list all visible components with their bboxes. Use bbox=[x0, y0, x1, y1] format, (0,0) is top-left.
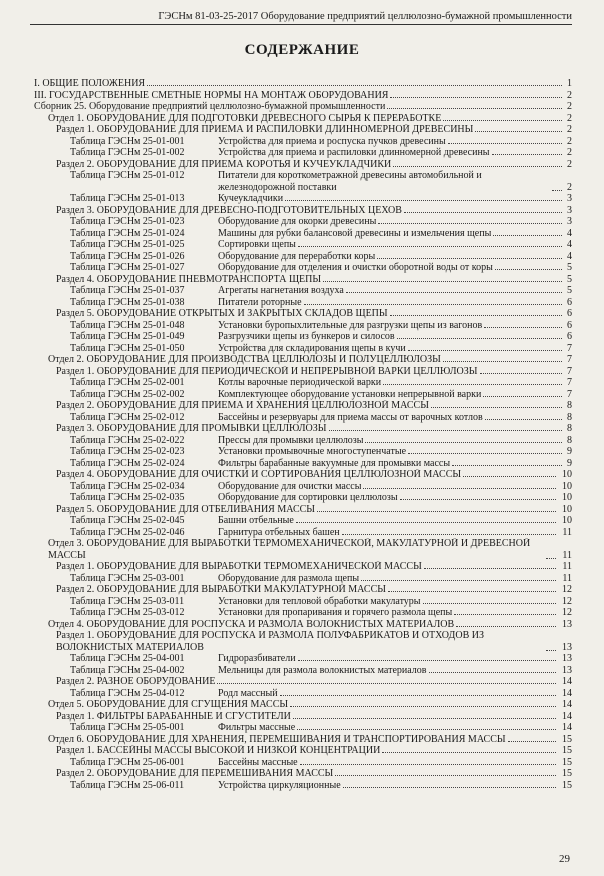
toc-entry[interactable] bbox=[34, 205, 572, 217]
dot-leader bbox=[485, 419, 562, 420]
toc-page-number: 4 bbox=[567, 239, 572, 250]
toc-page-number: 10 bbox=[562, 515, 572, 526]
dot-leader bbox=[484, 327, 562, 328]
toc-page-number: 13 bbox=[562, 653, 572, 664]
toc-entry-title: Родл массный bbox=[218, 687, 278, 699]
dot-leader bbox=[400, 499, 556, 500]
toc-page-number: 14 bbox=[562, 699, 572, 710]
toc-entry-title: Отдел 2. ОБОРУДОВАНИЕ ДЛЯ ПРОИЗВОДСТВА ЦЕЛЛЮЛОЗЫ И ПОЛУЦЕЛЛЮЛОЗЫ bbox=[48, 354, 441, 365]
dot-leader bbox=[363, 488, 556, 489]
dot-leader bbox=[377, 258, 562, 259]
dot-leader bbox=[429, 672, 556, 673]
dot-leader bbox=[147, 85, 562, 86]
toc-table-code: Таблица ГЭСНм 25-02-035 bbox=[70, 492, 185, 503]
toc-page-number: 14 bbox=[562, 710, 572, 722]
toc-page-number: 2 bbox=[567, 89, 572, 101]
toc-entry[interactable] bbox=[34, 619, 572, 631]
dot-leader bbox=[492, 154, 562, 155]
toc-table-code: Таблица ГЭСНм 25-02-022 bbox=[70, 434, 185, 446]
dot-leader bbox=[383, 384, 562, 385]
toc-table-entry[interactable] bbox=[34, 527, 572, 539]
toc-entry-title: I. ОБЩИЕ ПОЛОЖЕНИЯ bbox=[34, 78, 146, 89]
dot-leader bbox=[285, 200, 562, 201]
toc-entry-title: Раздел 1. ОБОРУДОВАНИЕ ДЛЯ РОСПУСКА И РАЗМОЛА ПОЛУФАБРИКАТОВ И ОТХОДОВ ИЗ ВОЛОКНИСТЫХ МАТЕРИАЛОВ bbox=[56, 630, 484, 653]
dot-leader bbox=[456, 626, 556, 627]
toc-table-entry[interactable] bbox=[34, 147, 572, 159]
dot-leader bbox=[300, 764, 556, 765]
toc-entry-title: Комплектующее оборудование установки непрерывной варки bbox=[218, 388, 482, 400]
toc-entry-title: Питатели роторные bbox=[218, 296, 302, 308]
toc-page-number: 8 bbox=[567, 411, 572, 423]
toc-entry-title: Прессы для промывки целлюлозы bbox=[218, 434, 364, 446]
toc-table-entry[interactable] bbox=[34, 515, 572, 527]
toc-table-entry[interactable] bbox=[34, 377, 572, 389]
dot-leader bbox=[346, 292, 562, 293]
dot-leader bbox=[452, 465, 562, 466]
toc-table-entry[interactable] bbox=[34, 573, 572, 585]
toc-entry-title: Бассейны массные bbox=[218, 756, 298, 768]
toc-table-entry[interactable] bbox=[34, 297, 572, 309]
toc-table-entry[interactable] bbox=[34, 458, 572, 470]
toc-page-number: 2 bbox=[567, 101, 572, 112]
toc-table-entry[interactable] bbox=[34, 446, 572, 458]
toc-table-code: Таблица ГЭСНм 25-01-038 bbox=[70, 296, 185, 308]
toc-entry-title: Устройства для приема и распиловки длинномерной древесины bbox=[218, 147, 490, 158]
toc-page-number: 10 bbox=[562, 492, 572, 503]
dot-leader bbox=[387, 108, 562, 109]
toc-table-entry[interactable] bbox=[34, 239, 572, 251]
toc-table-entry[interactable] bbox=[34, 412, 572, 424]
toc-entry[interactable] bbox=[34, 159, 572, 171]
toc-entry-title: Бассейны и резервуары для приема массы от варочных котлов bbox=[218, 411, 483, 423]
dot-leader bbox=[495, 269, 562, 270]
toc-table-entry[interactable] bbox=[34, 665, 572, 677]
toc-entry-title: Устройства циркуляционные bbox=[218, 779, 341, 791]
toc-entry-title: Гидроразбиватели bbox=[218, 653, 296, 664]
toc-page-number: 7 bbox=[567, 342, 572, 354]
dot-leader bbox=[296, 522, 556, 523]
toc-table-entry[interactable] bbox=[34, 285, 572, 297]
dot-leader bbox=[546, 558, 556, 559]
toc-table-entry[interactable] bbox=[34, 492, 572, 504]
toc-table-code: Таблица ГЭСНм 25-02-002 bbox=[70, 388, 185, 400]
toc-table-code: Таблица ГЭСНм 25-01-037 bbox=[70, 285, 185, 296]
toc-table-code: Таблица ГЭСНм 25-01-026 bbox=[70, 250, 185, 262]
toc-page-number: 12 bbox=[562, 607, 572, 618]
toc-entry-title: Сортировки щепы bbox=[218, 239, 296, 250]
toc-table-code: Таблица ГЭСНм 25-03-001 bbox=[70, 572, 185, 584]
toc-entry[interactable] bbox=[34, 630, 572, 653]
toc-entry-title: Питатели для короткометражной древесины автомобильной и железнодорожной поставки bbox=[218, 170, 482, 193]
toc-entry-title: Устройства для складирования щепы в кучи bbox=[218, 342, 406, 354]
toc-page-number: 2 bbox=[567, 112, 572, 124]
toc-entry-title: Башни отбельные bbox=[218, 515, 294, 526]
toc-page-number: 10 bbox=[562, 503, 572, 515]
toc-page-number: 3 bbox=[567, 204, 572, 216]
page-title: СОДЕРЖАНИЕ bbox=[244, 42, 360, 58]
toc-page-number: 11 bbox=[562, 526, 572, 538]
toc-entry-title: Раздел 4. ОБОРУДОВАНИЕ ДЛЯ ОЧИСТКИ И СОРТИРОВАНИЯ ЦЕЛЛЮЛОЗНОЙ МАССЫ bbox=[56, 469, 462, 480]
toc-page-number: 6 bbox=[567, 331, 572, 342]
dot-leader bbox=[480, 373, 563, 374]
toc-table-code: Таблица ГЭСНм 25-04-001 bbox=[70, 653, 185, 664]
toc-page-number: 8 bbox=[567, 400, 572, 411]
toc-entry[interactable] bbox=[34, 584, 572, 596]
toc-page-number: 8 bbox=[567, 434, 572, 446]
toc-page-number: 6 bbox=[567, 308, 572, 319]
toc-page-number: 14 bbox=[562, 687, 572, 699]
toc-entry[interactable] bbox=[34, 423, 572, 435]
toc-entry[interactable] bbox=[34, 676, 572, 688]
toc-entry-title: Установки промывочные многоступенчатые bbox=[218, 446, 407, 457]
toc-entry[interactable] bbox=[34, 101, 572, 113]
toc-entry-title: Раздел 5. ОБОРУДОВАНИЕ ОТКРЫТЫХ И ЗАКРЫТЫХ СКЛАДОВ ЩЕПЫ bbox=[56, 308, 388, 319]
toc-entry-title: Раздел 2. ОБОРУДОВАНИЕ ДЛЯ ПРИЕМА И ХРАНЕНИЯ ЦЕЛЛЮЛОЗНОЙ МАССЫ bbox=[56, 400, 429, 411]
toc-table-code: Таблица ГЭСНм 25-01-001 bbox=[70, 135, 185, 147]
toc-entry-title: Установки для пропаривания и горячего размола щепы bbox=[218, 607, 453, 618]
toc-entry-title: Раздел 2. ОБОРУДОВАНИЕ ДЛЯ ПРИЕМА КОРОТЬЯ И КУЧЕУКЛАДЧИКИ bbox=[56, 158, 392, 170]
toc-table-code: Таблица ГЭСНм 25-02-001 bbox=[70, 377, 185, 388]
toc-page-number: 10 bbox=[562, 480, 572, 492]
toc-table-entry[interactable] bbox=[34, 780, 572, 792]
toc-entry-title: Оборудование для очистки массы bbox=[218, 480, 362, 492]
dot-leader bbox=[343, 787, 556, 788]
toc-entry[interactable] bbox=[34, 90, 572, 102]
toc-entry[interactable] bbox=[34, 699, 572, 711]
toc-entry[interactable] bbox=[34, 768, 572, 780]
toc-entry-title: Раздел 1. ОБОРУДОВАНИЕ ДЛЯ ВЫРАБОТКИ ТЕРМОМЕХАНИЧЕСКОЙ МАССЫ bbox=[56, 561, 422, 572]
toc-table-code: Таблица ГЭСНм 25-02-046 bbox=[70, 526, 185, 538]
toc-table-entry[interactable] bbox=[34, 607, 572, 619]
toc-table-code: Таблица ГЭСНм 25-01-013 bbox=[70, 193, 185, 204]
toc-entry-title: Агрегаты нагнетания воздуха bbox=[218, 285, 344, 296]
dot-leader bbox=[424, 568, 556, 569]
toc-entry-title: Раздел 1. БАССЕЙНЫ МАССЫ ВЫСОКОЙ И НИЗКОЙ КОНЦЕНТРАЦИИ bbox=[56, 745, 381, 756]
toc-page-number: 2 bbox=[567, 158, 572, 170]
dot-leader bbox=[342, 534, 556, 535]
toc-table-code: Таблица ГЭСНм 25-05-001 bbox=[70, 722, 185, 733]
dot-leader bbox=[483, 396, 562, 397]
toc-table-entry[interactable] bbox=[34, 596, 572, 608]
toc-page-number: 15 bbox=[562, 756, 572, 768]
toc-table-code: Таблица ГЭСНм 25-04-012 bbox=[70, 687, 185, 699]
toc-table-entry[interactable] bbox=[34, 193, 572, 205]
toc-page-number: 3 bbox=[567, 216, 572, 227]
toc-page-number: 14 bbox=[562, 676, 572, 687]
toc-entry-title: Фильтры барабанные вакуумные для промывки массы bbox=[218, 457, 451, 469]
toc-table-code: Таблица ГЭСНм 25-01-023 bbox=[70, 216, 185, 227]
dot-leader bbox=[390, 315, 562, 316]
toc-table-code: Таблица ГЭСНм 25-02-045 bbox=[70, 515, 185, 526]
dot-leader bbox=[290, 706, 556, 707]
toc-page-number: 4 bbox=[567, 250, 572, 262]
dot-leader bbox=[393, 166, 562, 167]
toc-page-number: 14 bbox=[562, 722, 572, 733]
toc-page-number: 5 bbox=[567, 262, 572, 273]
toc-table-entry[interactable] bbox=[34, 331, 572, 343]
toc-entry-title: Сборник 25. Оборудование предприятий целлюлозно-бумажной промышленности bbox=[34, 101, 386, 112]
dot-leader bbox=[408, 350, 562, 351]
toc-table-entry[interactable] bbox=[34, 389, 572, 401]
toc-entry[interactable] bbox=[34, 504, 572, 516]
dot-leader bbox=[546, 650, 556, 651]
toc-table-code: Таблица ГЭСНм 25-01-050 bbox=[70, 342, 185, 354]
toc-table-code: Таблица ГЭСНм 25-04-002 bbox=[70, 664, 185, 676]
dot-leader bbox=[317, 511, 556, 512]
toc-entry-title: Оборудование для сортировки целлюлозы bbox=[218, 492, 398, 503]
toc-entry[interactable] bbox=[34, 113, 572, 125]
dot-leader bbox=[323, 281, 562, 282]
toc-page-number: 5 bbox=[567, 285, 572, 296]
toc-table-code: Таблица ГЭСНм 25-02-024 bbox=[70, 457, 185, 469]
toc-table-code: Таблица ГЭСНм 25-06-011 bbox=[70, 779, 185, 791]
dot-leader bbox=[443, 120, 562, 121]
toc-entry-title: Раздел 2. ОБОРУДОВАНИЕ ДЛЯ ВЫРАБОТКИ МАКУЛАТУРНОЙ МАССЫ bbox=[56, 584, 386, 595]
toc-entry-title: Раздел 1. ОБОРУДОВАНИЕ ДЛЯ ПРИЕМА И РАСПИЛОВКИ ДЛИННОМЕРНОЙ ДРЕВЕСИНЫ bbox=[56, 124, 474, 135]
toc-table-code: Таблица ГЭСНм 25-02-012 bbox=[70, 411, 185, 423]
toc-page-number: 10 bbox=[562, 469, 572, 480]
dot-leader bbox=[443, 361, 562, 362]
toc-entry[interactable] bbox=[34, 538, 572, 561]
toc-table-entry[interactable] bbox=[34, 343, 572, 355]
dot-leader bbox=[388, 591, 556, 592]
toc-table-entry[interactable] bbox=[34, 320, 572, 332]
toc-table-code: Таблица ГЭСНм 25-01-048 bbox=[70, 319, 185, 331]
toc-table-entry[interactable] bbox=[34, 136, 572, 148]
toc-entry-title: Гарнитура отбельных башен bbox=[218, 526, 340, 538]
toc-table-entry[interactable] bbox=[34, 757, 572, 769]
dot-leader bbox=[293, 718, 556, 719]
dot-leader bbox=[298, 660, 556, 661]
toc-entry-title: Оборудование для размола щепы bbox=[218, 572, 360, 584]
dot-leader bbox=[552, 190, 562, 191]
toc-page-number: 15 bbox=[562, 733, 572, 745]
toc-page-number: 13 bbox=[562, 641, 572, 653]
toc-table-entry[interactable] bbox=[34, 228, 572, 240]
toc-entry-title: Раздел 2. ОБОРУДОВАНИЕ ДЛЯ ПЕРЕМЕШИВАНИЯ МАССЫ bbox=[56, 768, 334, 779]
toc-entry-title: Фильтры массные bbox=[218, 722, 296, 733]
toc-table-code: Таблица ГЭСНм 25-01-049 bbox=[70, 331, 185, 342]
toc-entry[interactable] bbox=[34, 734, 572, 746]
dot-leader bbox=[423, 603, 556, 604]
dot-leader bbox=[454, 614, 556, 615]
toc-entry-title: Разгрузчики щепы из бункеров и силосов bbox=[218, 331, 395, 342]
dot-leader bbox=[397, 338, 562, 339]
dot-leader bbox=[448, 143, 562, 144]
toc-entry-title: Котлы варочные периодической варки bbox=[218, 377, 382, 388]
toc-entry-title: Отдел 6. ОБОРУДОВАНИЕ ДЛЯ ХРАНЕНИЯ, ПЕРЕМЕШИВАНИЯ И ТРАНСПОРТИРОВАНИЯ МАССЫ bbox=[48, 733, 506, 745]
toc-entry[interactable] bbox=[34, 711, 572, 723]
toc-entry[interactable] bbox=[34, 308, 572, 320]
dot-leader bbox=[508, 741, 556, 742]
toc-page-number: 2 bbox=[567, 147, 572, 158]
toc-entry[interactable] bbox=[34, 561, 572, 573]
toc-entry-title: Установки для тепловой обработки макулатуры bbox=[218, 595, 421, 607]
dot-leader bbox=[378, 223, 562, 224]
toc-entry-title: III. ГОСУДАРСТВЕННЫЕ СМЕТНЫЕ НОРМЫ НА МОНТАЖ ОБОРУДОВАНИЯ bbox=[34, 89, 389, 101]
toc-table-code: Таблица ГЭСНм 25-01-002 bbox=[70, 147, 185, 158]
toc-entry-title: Оборудование для окорки древесины bbox=[218, 216, 377, 227]
toc-table-entry[interactable] bbox=[34, 251, 572, 263]
toc-page-number: 2 bbox=[567, 135, 572, 147]
dot-leader bbox=[463, 476, 556, 477]
toc-page-number: 7 bbox=[567, 365, 572, 377]
toc-entry-title: Отдел 4. ОБОРУДОВАНИЕ ДЛЯ РОСПУСКА И РАЗМОЛА ВОЛОКНИСТЫХ МАТЕРИАЛОВ bbox=[48, 618, 455, 630]
toc-entry-title: Машины для рубки балансовой древесины и измельчения щепы bbox=[218, 227, 492, 239]
toc-table-code: Таблица ГЭСНм 25-01-024 bbox=[70, 227, 185, 239]
toc-page-number: 4 bbox=[567, 227, 572, 239]
toc-page-number: 12 bbox=[562, 595, 572, 607]
toc-table-code: Таблица ГЭСНм 25-03-011 bbox=[70, 595, 185, 607]
toc-table-entry[interactable] bbox=[34, 688, 572, 700]
toc-entry-title: Отдел 3. ОБОРУДОВАНИЕ ДЛЯ ВЫРАБОТКИ ТЕРМОМЕХАНИЧЕСКОЙ, МАКУЛАТУРНОЙ И ДРЕВЕСНОЙ МАССЫ bbox=[48, 538, 531, 561]
toc-entry-title: Раздел 4. ОБОРУДОВАНИЕ ПНЕВМОТРАНСПОРТА ЩЕПЫ bbox=[56, 273, 322, 285]
toc-page-number: 13 bbox=[562, 618, 572, 630]
toc-table-code: Таблица ГЭСНм 25-01-012 bbox=[70, 170, 185, 181]
toc-page-number: 11 bbox=[562, 572, 572, 584]
toc-entry-title: Раздел 5. ОБОРУДОВАНИЕ ДЛЯ ОТБЕЛИВАНИЯ МАССЫ bbox=[56, 503, 316, 515]
toc-page-number: 2 bbox=[567, 181, 572, 193]
toc-page-number: 11 bbox=[562, 549, 572, 561]
toc-table-entry[interactable] bbox=[34, 216, 572, 228]
toc-table-entry[interactable] bbox=[34, 481, 572, 493]
table-of-contents bbox=[34, 78, 572, 791]
page-number: 29 bbox=[559, 853, 570, 865]
toc-table-entry[interactable] bbox=[34, 262, 572, 274]
dot-leader bbox=[365, 442, 562, 443]
dot-leader bbox=[390, 97, 562, 98]
toc-page-number: 8 bbox=[567, 423, 572, 434]
toc-page-number: 15 bbox=[562, 768, 572, 779]
toc-table-code: Таблица ГЭСНм 25-03-012 bbox=[70, 607, 185, 618]
toc-entry[interactable] bbox=[34, 469, 572, 481]
toc-table-entry[interactable] bbox=[34, 722, 572, 734]
toc-entry[interactable] bbox=[34, 124, 572, 136]
toc-entry-title: Раздел 1. ФИЛЬТРЫ БАРАБАННЫЕ И СГУСТИТЕЛИ bbox=[56, 710, 291, 722]
toc-page-number: 6 bbox=[567, 296, 572, 308]
toc-table-code: Таблица ГЭСНм 25-02-034 bbox=[70, 480, 185, 492]
toc-entry-title: Раздел 2. РАЗНОЕ ОБОРУДОВАНИЕ bbox=[56, 676, 216, 687]
toc-page-number: 11 bbox=[562, 561, 572, 572]
toc-entry-title: Раздел 1. ОБОРУДОВАНИЕ ДЛЯ ПЕРИОДИЧЕСКОЙ И НЕПРЕРЫВНОЙ ВАРКИ ЦЕЛЛЮЛОЗЫ bbox=[56, 365, 478, 377]
toc-entry-title: Раздел 3. ОБОРУДОВАНИЕ ДЛЯ ДРЕВЕСНО-ПОДГОТОВИТЕЛЬНЫХ ЦЕХОВ bbox=[56, 204, 402, 216]
toc-page-number: 9 bbox=[567, 446, 572, 457]
dot-leader bbox=[475, 131, 562, 132]
toc-page-number: 7 bbox=[567, 377, 572, 388]
dot-leader bbox=[382, 752, 556, 753]
dot-leader bbox=[329, 430, 563, 431]
dot-leader bbox=[431, 407, 562, 408]
dot-leader bbox=[217, 683, 556, 684]
toc-table-entry[interactable] bbox=[34, 435, 572, 447]
toc-entry-title: Отдел 1. ОБОРУДОВАНИЕ ДЛЯ ПОДГОТОВКИ ДРЕВЕСНОГО СЫРЬЯ К ПЕРЕРАБОТКЕ bbox=[48, 112, 442, 124]
toc-entry-title: Установки буропыхлительные для разгрузки щепы из вагонов bbox=[218, 319, 483, 331]
toc-page-number: 7 bbox=[567, 388, 572, 400]
toc-page-number: 5 bbox=[567, 273, 572, 285]
dot-leader bbox=[297, 729, 556, 730]
toc-entry-title: Раздел 3. ОБОРУДОВАНИЕ ДЛЯ ПРОМЫВКИ ЦЕЛЛЮЛОЗЫ bbox=[56, 423, 327, 434]
toc-page-number: 13 bbox=[562, 664, 572, 676]
toc-table-entry[interactable] bbox=[34, 653, 572, 665]
toc-page-number: 15 bbox=[562, 779, 572, 791]
toc-entry[interactable] bbox=[34, 78, 572, 90]
running-header: ГЭСНм 81-03-25-2017 Оборудование предприятий целлюлозно-бумажной промышленности bbox=[30, 11, 572, 25]
toc-table-code: Таблица ГЭСНм 25-01-025 bbox=[70, 239, 185, 250]
toc-entry[interactable] bbox=[34, 400, 572, 412]
toc-page-number: 2 bbox=[567, 124, 572, 135]
toc-table-code: Таблица ГЭСНм 25-02-023 bbox=[70, 446, 185, 457]
toc-page-number: 1 bbox=[567, 78, 572, 89]
dot-leader bbox=[335, 775, 556, 776]
toc-entry[interactable] bbox=[34, 745, 572, 757]
toc-entry-title: Оборудование для отделения и очистки оборотной воды от коры bbox=[218, 262, 493, 273]
dot-leader bbox=[280, 695, 556, 696]
toc-entry-title: Кучеукладчики bbox=[218, 193, 284, 204]
toc-entry[interactable] bbox=[34, 274, 572, 286]
dot-leader bbox=[304, 304, 562, 305]
dot-leader bbox=[493, 235, 562, 236]
toc-table-entry[interactable] bbox=[34, 170, 572, 193]
toc-page-number: 9 bbox=[567, 457, 572, 469]
toc-page-number: 6 bbox=[567, 319, 572, 331]
dot-leader bbox=[408, 453, 562, 454]
toc-page-number: 15 bbox=[562, 745, 572, 756]
dot-leader bbox=[298, 246, 562, 247]
toc-entry-title: Мельницы для размола волокнистых материалов bbox=[218, 664, 427, 676]
toc-table-code: Таблица ГЭСНм 25-06-001 bbox=[70, 756, 185, 768]
toc-table-code: Таблица ГЭСНм 25-01-027 bbox=[70, 262, 185, 273]
toc-page-number: 3 bbox=[567, 193, 572, 204]
toc-entry[interactable] bbox=[34, 354, 572, 366]
toc-page-number: 12 bbox=[562, 584, 572, 595]
toc-entry-title: Отдел 5. ОБОРУДОВАНИЕ ДЛЯ СГУЩЕНИЯ МАССЫ bbox=[48, 699, 289, 710]
toc-entry-title: Оборудование для переработки коры bbox=[218, 250, 376, 262]
toc-entry-title: Устройства для приема и роспуска пучков древесины bbox=[218, 135, 446, 147]
dot-leader bbox=[361, 580, 556, 581]
toc-entry[interactable] bbox=[34, 366, 572, 378]
toc-page-number: 7 bbox=[567, 354, 572, 365]
dot-leader bbox=[404, 212, 562, 213]
